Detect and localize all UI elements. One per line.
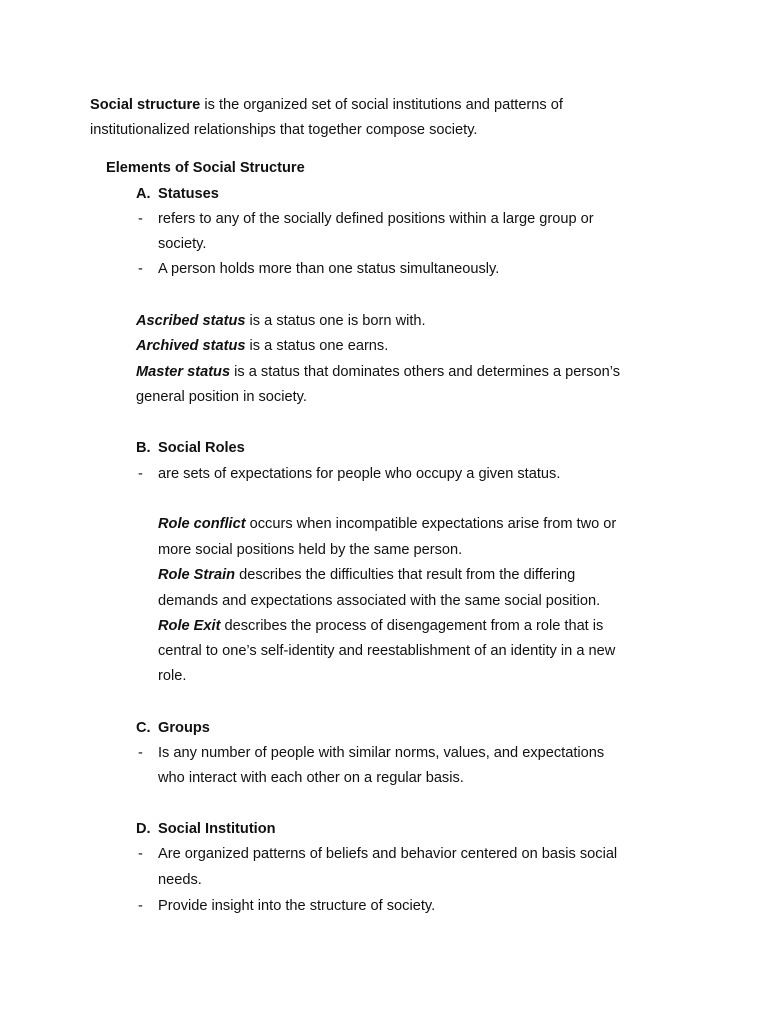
archived-status-text: is a status one earns. <box>245 338 389 354</box>
intro-line-2: institutionalized relationships that together compose society. <box>90 122 478 138</box>
section-c-bullet-1-line-2: who interact with each other on a regular basis. <box>158 770 464 786</box>
ascribed-status-line <box>136 311 426 331</box>
role-exit-line-1 <box>158 616 603 636</box>
role-strain-term: Role Strain <box>158 567 236 583</box>
section-b-bullet-1: are sets of expectations for people who occupy a given status. <box>158 466 561 482</box>
role-conflict-line-1 <box>158 514 616 534</box>
section-d-bullet-1-line-2: needs. <box>158 872 202 888</box>
section-b-bullet-1-dash: - <box>138 466 143 482</box>
role-exit-text: describes the process of disengagement from a role that is <box>220 618 604 634</box>
archived-status-term: Archived status <box>136 338 246 354</box>
section-a-bullet-1-line-1: refers to any of the socially defined positions within a large group or <box>158 211 594 227</box>
master-status-text: is a status that dominates others and determines a person’s <box>230 364 621 380</box>
role-exit-line-2: central to one’s self-identity and reestablishment of an identity in a new <box>158 643 616 659</box>
role-conflict-line-2: more social positions held by the same person. <box>158 542 463 558</box>
section-d-letter: D. <box>136 821 151 837</box>
role-strain-line-1 <box>158 565 575 585</box>
section-heading: Elements of Social Structure <box>106 160 305 176</box>
section-a-title: Statuses <box>158 186 219 202</box>
section-b-letter: B. <box>136 440 151 456</box>
intro-line-1-text: is the organized set of social institutions and patterns of <box>200 97 563 113</box>
section-d-bullet-2-dash: - <box>138 898 143 914</box>
section-b-title: Social Roles <box>158 440 245 456</box>
section-a-bullet-1-line-2: society. <box>158 236 207 252</box>
role-conflict-text: occurs when incompatible expectations arise from two or <box>245 516 617 532</box>
section-a-letter: A. <box>136 186 151 202</box>
archived-status-line <box>136 336 388 356</box>
role-strain-text: describes the difficulties that result from the differing <box>235 567 576 583</box>
ascribed-status-term: Ascribed status <box>136 313 246 329</box>
section-d-bullet-1-line-1: Are organized patterns of beliefs and behavior centered on basis social <box>158 846 618 862</box>
intro-term: Social structure <box>90 97 201 113</box>
master-status-line-1 <box>136 362 620 382</box>
section-d-bullet-2: Provide insight into the structure of society. <box>158 898 436 914</box>
intro-line-1 <box>90 95 563 115</box>
section-c-title: Groups <box>158 720 210 736</box>
section-c-letter: C. <box>136 720 151 736</box>
ascribed-status-text: is a status one is born with. <box>245 313 426 329</box>
section-c-bullet-1-line-1: Is any number of people with similar norms, values, and expectations <box>158 745 605 761</box>
section-d-title: Social Institution <box>158 821 276 837</box>
role-exit-line-3: role. <box>158 668 187 684</box>
role-conflict-term: Role conflict <box>158 516 246 532</box>
role-strain-line-2: demands and expectations associated with the same social position. <box>158 593 601 609</box>
section-a-bullet-1-dash: - <box>138 211 143 227</box>
section-a-bullet-2: A person holds more than one status simultaneously. <box>158 261 500 277</box>
role-exit-term: Role Exit <box>158 618 221 634</box>
section-c-bullet-1-dash: - <box>138 745 143 761</box>
master-status-line-2: general position in society. <box>136 389 307 405</box>
section-a-bullet-2-dash: - <box>138 261 143 277</box>
section-d-bullet-1-dash: - <box>138 846 143 862</box>
master-status-term: Master status <box>136 364 231 380</box>
